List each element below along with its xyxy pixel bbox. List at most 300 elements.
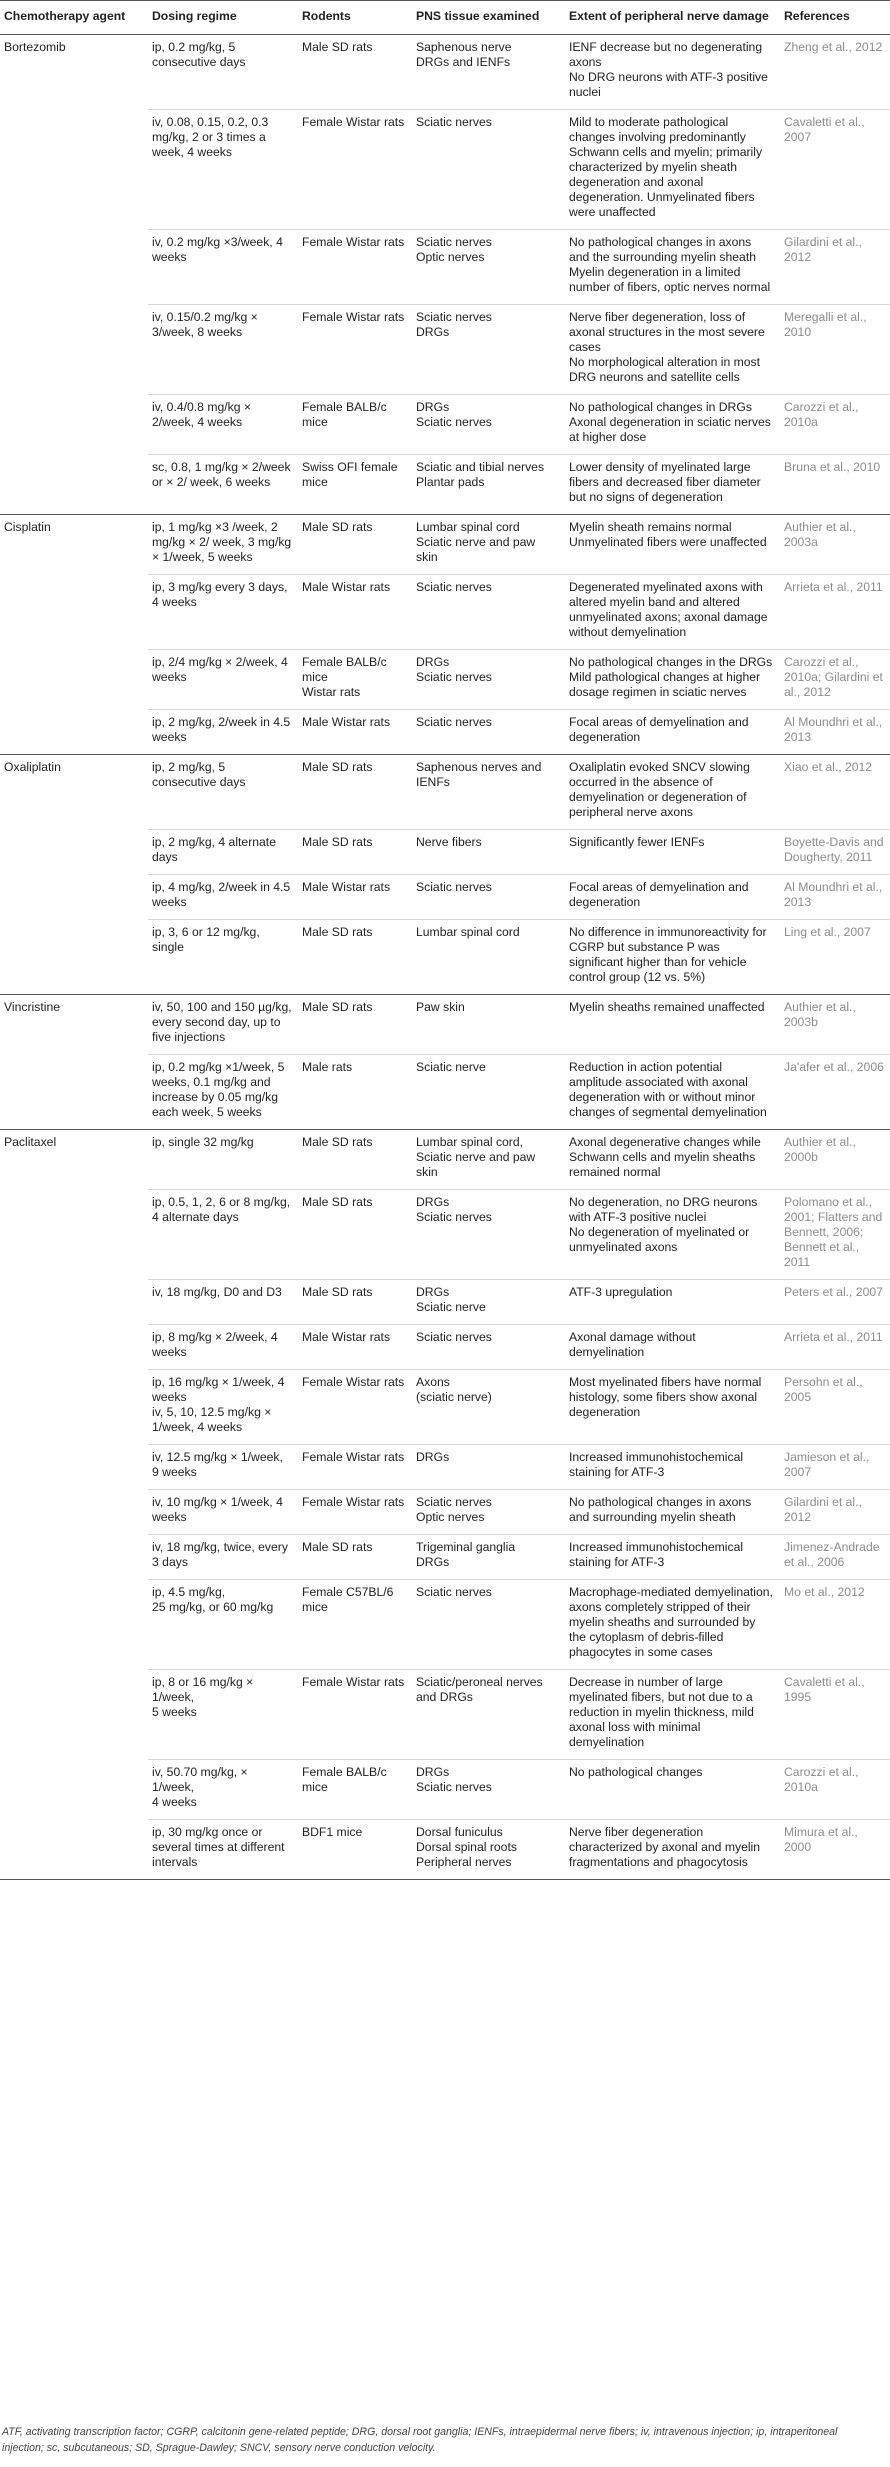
dosing-cell-line: sc, 0.8, 1 mg/kg × 2/week or × 2/ week, 6 weeks <box>152 460 291 489</box>
tissue-cell-line: Sciatic nerves <box>416 1780 492 1794</box>
rodents-cell-line: Male rats <box>302 1060 353 1074</box>
tissue-cell <box>412 1325 565 1370</box>
agent-cell: Paclitaxel <box>0 1130 148 1880</box>
damage-cell <box>565 35 780 110</box>
references-cell-line: Polomano et al., 2001; Flatters and Bennett, 2006; Bennett et al., 2011 <box>784 1195 883 1269</box>
rodents-cell <box>298 1370 412 1445</box>
references-cell-line: Peters et al., 2007 <box>784 1285 883 1299</box>
rodents-cell-line: Male Wistar rats <box>302 1330 391 1344</box>
damage-cell <box>565 575 780 650</box>
tissue-cell-line: Paw skin <box>416 1000 465 1014</box>
damage-cell <box>565 230 780 305</box>
dosing-cell-line: ip, 16 mg/kg × 1/week, 4 weeks <box>152 1375 285 1404</box>
dosing-cell <box>148 875 298 920</box>
references-cell-line: Gilardini et al., 2012 <box>784 235 862 264</box>
rodents-cell <box>298 1325 412 1370</box>
tissue-cell-line: Plantar pads <box>416 475 485 489</box>
header-tissue: PNS tissue examined <box>412 1 565 35</box>
references-cell <box>780 830 890 875</box>
references-cell <box>780 1760 890 1820</box>
references-cell <box>780 710 890 755</box>
rodents-cell <box>298 1130 412 1190</box>
tissue-cell <box>412 995 565 1055</box>
rodents-cell <box>298 1760 412 1820</box>
references-cell <box>780 1130 890 1190</box>
damage-cell-line: Axonal degenerative changes while Schwann cells and myelin sheaths remained normal <box>569 1135 761 1179</box>
tissue-cell <box>412 1370 565 1445</box>
tissue-cell-line: Saphenous nerve <box>416 40 512 54</box>
tissue-cell <box>412 230 565 305</box>
dosing-cell <box>148 755 298 830</box>
tissue-cell-line: Optic nerves <box>416 250 485 264</box>
damage-cell <box>565 755 780 830</box>
references-cell <box>780 650 890 710</box>
damage-cell-line: Myelin sheaths remained unaffected <box>569 1000 765 1014</box>
tissue-cell <box>412 1760 565 1820</box>
damage-cell <box>565 1370 780 1445</box>
agent-cell: Bortezomib <box>0 35 148 515</box>
references-cell <box>780 1670 890 1760</box>
tissue-cell-line: Sciatic nerves <box>416 1330 492 1344</box>
damage-cell <box>565 1325 780 1370</box>
damage-cell <box>565 305 780 395</box>
damage-cell-line: Unmyelinated fibers were unaffected <box>569 535 767 549</box>
rodents-cell-line: Male Wistar rats <box>302 880 391 894</box>
tissue-cell-line: Lumbar spinal cord <box>416 925 520 939</box>
damage-cell <box>565 1445 780 1490</box>
header-dosing: Dosing regime <box>148 1 298 35</box>
damage-cell-line: Reduction in action potential amplitude associated with axonal degeneration with or without minor changes of segmental demyelination <box>569 1060 767 1119</box>
tissue-cell <box>412 1130 565 1190</box>
tissue-cell-line: Sciatic nerve <box>416 1300 486 1314</box>
tissue-cell-line: Sciatic nerve and paw skin <box>416 535 536 564</box>
dosing-cell-line: iv, 0.2 mg/kg ×3/week, 4 weeks <box>152 235 283 264</box>
rodents-cell-line: Swiss OFI female mice <box>302 460 398 489</box>
header-rodents: Rodents <box>298 1 412 35</box>
dosing-cell-line: 25 mg/kg, or 60 mg/kg <box>152 1600 274 1614</box>
damage-cell-line: No pathological changes in DRGs <box>569 400 752 414</box>
rodents-cell-line: Female BALB/c mice <box>302 400 387 429</box>
references-cell <box>780 1535 890 1580</box>
damage-cell <box>565 1190 780 1280</box>
rodents-cell-line: Female BALB/c mice <box>302 1765 387 1794</box>
references-cell-line: Ling et al., 2007 <box>784 925 871 939</box>
damage-cell <box>565 650 780 710</box>
dosing-cell-line: ip, 0.2 mg/kg ×1/week, 5 weeks, 0.1 mg/kg and increase by 0.05 mg/kg each week, 5 weeks <box>152 1060 285 1119</box>
references-cell-line: Persohn et al., 2005 <box>784 1375 863 1404</box>
rodents-cell-line: Male SD rats <box>302 1135 373 1149</box>
dosing-cell <box>148 1490 298 1535</box>
dosing-cell-line: ip, 8 or 16 mg/kg × 1/week, <box>152 1675 254 1704</box>
damage-cell-line: No pathological changes in the DRGs <box>569 655 773 669</box>
references-cell-line: Carozzi et al., 2010a <box>784 400 859 429</box>
rodents-cell <box>298 1535 412 1580</box>
damage-cell-line: ATF-3 upregulation <box>569 1285 673 1299</box>
tissue-cell-line: Sciatic nerves <box>416 235 492 249</box>
references-cell <box>780 395 890 455</box>
rodents-cell <box>298 710 412 755</box>
rodents-cell <box>298 230 412 305</box>
tissue-cell-line: Sciatic/peroneal nerves and DRGs <box>416 1675 543 1704</box>
tissue-cell-line: DRGs <box>416 400 450 414</box>
references-cell <box>780 1820 890 1880</box>
dosing-cell-line: ip, 2/4 mg/kg × 2/week, 4 weeks <box>152 655 288 684</box>
references-cell-line: Boyette-Davis and Dougherty, 2011 <box>784 835 884 864</box>
references-cell <box>780 515 890 575</box>
dosing-cell <box>148 515 298 575</box>
tissue-cell-line: Sciatic nerves <box>416 715 492 729</box>
tissue-cell-line: Optic nerves <box>416 1510 485 1524</box>
header-agent: Chemotherapy agent <box>0 1 148 35</box>
references-cell <box>780 875 890 920</box>
damage-cell-line: Significantly fewer IENFs <box>569 835 705 849</box>
rodents-cell-line: Male SD rats <box>302 1285 373 1299</box>
rodents-cell <box>298 515 412 575</box>
rodents-cell-line: Female Wistar rats <box>302 1450 405 1464</box>
dosing-cell <box>148 1190 298 1280</box>
dosing-cell-line: iv, 50, 100 and 150 µg/kg, every second day, up to five injections <box>152 1000 292 1044</box>
rodents-cell-line: Female BALB/c mice <box>302 655 387 684</box>
rodents-cell <box>298 1280 412 1325</box>
dosing-cell <box>148 920 298 995</box>
tissue-cell-line: Axons <box>416 1375 450 1389</box>
damage-cell-line: No pathological changes in axons and surrounding myelin sheath <box>569 1495 752 1524</box>
table-footnote: ATF, activating transcription factor; CGRP, calcitonin gene-related peptide; DRG, dorsal root ganglia; IENFs, intraepidermal nerve fibers; iv, intravenous injection; ip, intraperitoneal injection; sc, subcutaneous; SD, Sprague-Dawley; SNCV, sensory nerve conduction velocity. <box>2 2426 838 2454</box>
damage-cell-line: No degeneration, no DRG neurons with ATF-3 positive nuclei <box>569 1195 758 1224</box>
dosing-cell-line: ip, 0.2 mg/kg, 5 consecutive days <box>152 40 246 69</box>
references-cell <box>780 110 890 230</box>
damage-cell-line: Increased immunohistochemical staining for ATF-3 <box>569 1450 744 1479</box>
tissue-cell <box>412 35 565 110</box>
rodents-cell <box>298 110 412 230</box>
dosing-cell-line: 9 weeks <box>152 1465 197 1479</box>
references-cell <box>780 1190 890 1280</box>
rodents-cell <box>298 1445 412 1490</box>
damage-cell-line: Decrease in number of large myelinated fibers, but not due to a reduction in myelin thickness, mild axonal loss with minimal demyelination <box>569 1675 754 1749</box>
dosing-cell-line: ip, single 32 mg/kg <box>152 1135 254 1149</box>
tissue-cell-line: DRGs <box>416 1555 450 1569</box>
dosing-cell-line: ip, 2 mg/kg, 4 alternate days <box>152 835 276 864</box>
references-cell-line: Cavaletti et al., 1995 <box>784 1675 865 1704</box>
tissue-cell-line: Sciatic nerves <box>416 880 492 894</box>
damage-cell <box>565 1490 780 1535</box>
rodents-cell-line: Male SD rats <box>302 1540 373 1554</box>
tissue-cell <box>412 920 565 995</box>
dosing-cell <box>148 1820 298 1880</box>
dosing-cell <box>148 1055 298 1130</box>
rodents-cell-line: Female Wistar rats <box>302 235 405 249</box>
dosing-cell-line: iv, 18 mg/kg, twice, every 3 days <box>152 1540 288 1569</box>
dosing-cell <box>148 1580 298 1670</box>
damage-cell-line: Oxaliplatin evoked SNCV slowing occurred in the absence of demyelination or degeneration of peripheral nerve axons <box>569 760 750 819</box>
dosing-cell-line: ip, 0.5, 1, 2, 6 or 8 mg/kg, <box>152 1195 291 1209</box>
rodents-cell-line: Female Wistar rats <box>302 310 405 324</box>
rodents-cell <box>298 35 412 110</box>
dosing-cell <box>148 1760 298 1820</box>
rodents-cell <box>298 650 412 710</box>
tissue-cell <box>412 1490 565 1535</box>
rodents-cell-line: Male SD rats <box>302 925 373 939</box>
damage-cell-line: Lower density of myelinated large fibers and decreased fiber diameter but no signs of degeneration <box>569 460 761 504</box>
dosing-cell-line: ip, 8 mg/kg × 2/week, 4 weeks <box>152 1330 278 1359</box>
rodents-cell-line: Male SD rats <box>302 835 373 849</box>
rodents-cell <box>298 755 412 830</box>
damage-cell-line: Nerve fiber degeneration, loss of axonal structures in the most severe cases <box>569 310 765 354</box>
damage-cell <box>565 1055 780 1130</box>
dosing-cell-line: iv, 0.08, 0.15, 0.2, 0.3 mg/kg, 2 or 3 times a week, 4 weeks <box>152 115 269 159</box>
rodents-cell-line: Female Wistar rats <box>302 1375 405 1389</box>
references-cell-line: Authier et al., 2003a <box>784 520 856 549</box>
dosing-cell-line: ip, 4 mg/kg, 2/week in 4.5 weeks <box>152 880 291 909</box>
tissue-cell <box>412 1820 565 1880</box>
dosing-cell-line: ip, 3 mg/kg every 3 days, 4 weeks <box>152 580 288 609</box>
references-cell-line: Authier et al., 2000b <box>784 1135 856 1164</box>
dosing-cell-line: ip, 30 mg/kg once or several times at different intervals <box>152 1825 285 1869</box>
rodents-cell-line: Female Wistar rats <box>302 1495 405 1509</box>
tissue-cell-line: (sciatic nerve) <box>416 1390 492 1404</box>
references-cell <box>780 1445 890 1490</box>
damage-cell <box>565 455 780 515</box>
tissue-cell <box>412 395 565 455</box>
tissue-cell-line: Nerve fibers <box>416 835 482 849</box>
rodents-cell <box>298 995 412 1055</box>
damage-cell-line: Myelin sheath remains normal <box>569 520 732 534</box>
dosing-cell <box>148 455 298 515</box>
damage-cell-line: No pathological changes <box>569 1765 703 1779</box>
references-cell-line: Bruna et al., 2010 <box>784 460 881 474</box>
damage-cell-line: Mild to moderate pathological changes involving predominantly Schwann cells and myelin; primarily characterized by myelin sheath degeneration and axonal degeneration. Unmyelinated fibers were unaffected <box>569 115 763 219</box>
references-cell <box>780 455 890 515</box>
tissue-cell <box>412 875 565 920</box>
damage-cell <box>565 1820 780 1880</box>
dosing-cell-line: iv, 18 mg/kg, D0 and D3 <box>152 1285 282 1299</box>
references-cell-line: Ja'afer et al., 2006 <box>784 1060 884 1074</box>
tissue-cell <box>412 515 565 575</box>
damage-cell-line: Myelin degeneration in a limited number of fibers, optic nerves normal <box>569 265 771 294</box>
dosing-cell <box>148 1280 298 1325</box>
table-row <box>0 35 890 110</box>
tissue-cell-line: Sciatic nerves <box>416 1495 492 1509</box>
tissue-cell-line: Trigeminal ganglia <box>416 1540 516 1554</box>
rodents-cell <box>298 305 412 395</box>
references-cell-line: Xiao et al., 2012 <box>784 760 873 774</box>
tissue-cell-line: Sciatic nerves <box>416 115 492 129</box>
agent-cell: Oxaliplatin <box>0 755 148 995</box>
tissue-cell <box>412 1280 565 1325</box>
tissue-cell <box>412 305 565 395</box>
rodents-cell-line: Male SD rats <box>302 520 373 534</box>
damage-cell <box>565 995 780 1055</box>
damage-cell-line: Axonal damage without demyelination <box>569 1330 696 1359</box>
damage-cell <box>565 1580 780 1670</box>
dosing-cell-line: ip, 2 mg/kg, 2/week in 4.5 weeks <box>152 715 291 744</box>
tissue-cell <box>412 650 565 710</box>
references-cell <box>780 1370 890 1445</box>
damage-cell <box>565 920 780 995</box>
damage-cell-line: Focal areas of demyelination and degeneration <box>569 880 749 909</box>
tissue-cell-line: DRGs <box>416 1285 450 1299</box>
damage-cell-line: Degenerated myelinated axons with altered myelin band and altered unmyelinated axons; axonal damage without demyelination <box>569 580 768 639</box>
references-cell-line: Carozzi et al., 2010a; Gilardini et al., 2012 <box>784 655 883 699</box>
tissue-cell <box>412 1670 565 1760</box>
references-cell-line: Meregalli et al., 2010 <box>784 310 867 339</box>
tissue-cell-line: Peripheral nerves <box>416 1855 512 1869</box>
dosing-cell-line: iv, 10 mg/kg × 1/week, 4 weeks <box>152 1495 283 1524</box>
tissue-cell <box>412 1055 565 1130</box>
dosing-cell <box>148 230 298 305</box>
dosing-cell-line: iv, 50.70 mg/kg, × 1/week, <box>152 1765 248 1794</box>
tissue-cell-line: Sciatic nerves <box>416 670 492 684</box>
tissue-cell <box>412 755 565 830</box>
rodents-cell-line: Wistar rats <box>302 685 361 699</box>
damage-cell <box>565 710 780 755</box>
references-cell <box>780 305 890 395</box>
dosing-cell-line: ip, 4.5 mg/kg, <box>152 1585 226 1599</box>
dosing-cell <box>148 575 298 650</box>
damage-cell <box>565 1670 780 1760</box>
tissue-cell <box>412 1580 565 1670</box>
damage-cell <box>565 830 780 875</box>
references-cell-line: Al Moundhri et al., 2013 <box>784 880 883 909</box>
dosing-cell <box>148 395 298 455</box>
references-cell <box>780 920 890 995</box>
damage-cell <box>565 395 780 455</box>
damage-cell-line: No difference in immunoreactivity for CGRP but substance P was significant higher than for vehicle control group (12 vs. 5%) <box>569 925 767 984</box>
table-row <box>0 515 890 575</box>
tissue-cell <box>412 710 565 755</box>
tissue-cell-line: DRGs <box>416 1195 450 1209</box>
tissue-cell-line: Dorsal spinal roots <box>416 1840 517 1854</box>
rodents-cell <box>298 1190 412 1280</box>
header-references: References <box>780 1 890 35</box>
references-cell <box>780 1325 890 1370</box>
tissue-cell <box>412 830 565 875</box>
rodents-cell <box>298 575 412 650</box>
dosing-cell-line: ip, 3, 6 or 12 mg/kg, single <box>152 925 260 954</box>
references-cell <box>780 1280 890 1325</box>
dosing-cell-line: 4 alternate days <box>152 1210 239 1224</box>
dosing-cell-line: ip, 1 mg/kg ×3 /week, 2 mg/kg × 2/ week, 3 mg/kg × 1/week, 5 weeks <box>152 520 292 564</box>
agent-cell: Cisplatin <box>0 515 148 755</box>
damage-cell-line: Mild pathological changes at higher dosage regimen in sciatic nerves <box>569 670 761 699</box>
header-row <box>0 1 890 35</box>
dosing-cell <box>148 1445 298 1490</box>
references-cell <box>780 1055 890 1130</box>
dosing-cell <box>148 1325 298 1370</box>
rodents-cell-line: Male SD rats <box>302 1195 373 1209</box>
damage-cell-line: No DRG neurons with ATF-3 positive nuclei <box>569 70 768 99</box>
damage-cell-line: No degeneration of myelinated or unmyelinated axons <box>569 1225 750 1254</box>
references-cell-line: Mimura et al., 2000 <box>784 1825 858 1854</box>
rodents-cell-line: Female C57BL/6 mice <box>302 1585 394 1614</box>
dosing-cell <box>148 830 298 875</box>
tissue-cell <box>412 1445 565 1490</box>
dosing-cell <box>148 305 298 395</box>
tissue-cell-line: Sciatic nerves <box>416 580 492 594</box>
rodents-cell-line: Female Wistar rats <box>302 115 405 129</box>
references-cell-line: Jimenez-Andrade et al., 2006 <box>784 1540 880 1569</box>
damage-cell-line: Macrophage-mediated demyelination, axons completely stripped of their myelin sheaths and surrounded by the cytoplasm of debris-filled phagocytes in some cases <box>569 1585 773 1659</box>
rodents-cell <box>298 1820 412 1880</box>
references-cell <box>780 35 890 110</box>
tissue-cell <box>412 110 565 230</box>
dosing-cell <box>148 35 298 110</box>
tissue-cell-line: Sciatic nerves <box>416 1210 492 1224</box>
tissue-cell-line: DRGs <box>416 1450 450 1464</box>
references-cell <box>780 575 890 650</box>
tissue-cell-line: Sciatic nerves <box>416 1585 492 1599</box>
rodents-cell <box>298 1055 412 1130</box>
damage-cell <box>565 110 780 230</box>
damage-cell-line: Increased immunohistochemical staining for ATF-3 <box>569 1540 744 1569</box>
references-cell-line: Zheng et al., 2012 <box>784 40 883 54</box>
table-row <box>0 1130 890 1190</box>
tissue-cell <box>412 1190 565 1280</box>
dosing-cell <box>148 650 298 710</box>
damage-cell-line: Axonal degeneration in sciatic nerves at higher dose <box>569 415 771 444</box>
references-cell-line: Cavaletti et al., 2007 <box>784 115 865 144</box>
rodents-cell <box>298 455 412 515</box>
tissue-cell-line: Sciatic nerve <box>416 1060 486 1074</box>
table-row <box>0 755 890 830</box>
references-cell-line: Mo et al., 2012 <box>784 1585 865 1599</box>
tissue-cell-line: DRGs <box>416 655 450 669</box>
rodents-cell-line: Male Wistar rats <box>302 580 391 594</box>
rodents-cell <box>298 920 412 995</box>
tissue-cell-line: Sciatic nerves <box>416 310 492 324</box>
dosing-cell <box>148 1670 298 1760</box>
damage-cell-line: Nerve fiber degeneration characterized by axonal and myelin fragmentations and phagocytosis <box>569 1825 761 1869</box>
rodents-cell <box>298 830 412 875</box>
damage-cell-line: IENF decrease but no degenerating axons <box>569 40 763 69</box>
references-cell <box>780 755 890 830</box>
dosing-cell-line: iv, 0.4/0.8 mg/kg × 2/week, 4 weeks <box>152 400 252 429</box>
references-cell-line: Carozzi et al., 2010a <box>784 1765 859 1794</box>
rodents-cell-line: Male Wistar rats <box>302 715 391 729</box>
damage-cell <box>565 1535 780 1580</box>
references-cell-line: Arrieta et al., 2011 <box>784 580 883 594</box>
tissue-cell <box>412 575 565 650</box>
damage-cell-line: Focal areas of demyelination and degeneration <box>569 715 749 744</box>
rodents-cell <box>298 875 412 920</box>
rodents-cell-line: Male SD rats <box>302 40 373 54</box>
tissue-cell-line: DRGs and IENFs <box>416 55 511 69</box>
damage-cell <box>565 875 780 920</box>
tissue-cell-line: DRGs <box>416 325 450 339</box>
tissue-cell-line: Lumbar spinal cord, Sciatic nerve and paw skin <box>416 1135 536 1179</box>
dosing-cell-line: iv, 5, 10, 12.5 mg/kg × 1/week, 4 weeks <box>152 1405 272 1434</box>
references-cell <box>780 1490 890 1535</box>
damage-cell <box>565 1280 780 1325</box>
rodents-cell-line: Female Wistar rats <box>302 1675 405 1689</box>
references-cell <box>780 230 890 305</box>
dosing-cell-line: iv, 12.5 mg/kg × 1/week, <box>152 1450 283 1464</box>
rodents-cell-line: BDF1 mice <box>302 1825 363 1839</box>
rodents-cell <box>298 1580 412 1670</box>
references-cell-line: Arrieta et al., 2011 <box>784 1330 883 1344</box>
references-cell-line: Jamieson et al., 2007 <box>784 1450 870 1479</box>
tissue-cell-line: Saphenous nerves and IENFs <box>416 760 542 789</box>
dosing-cell-line: iv, 0.15/0.2 mg/kg × 3/week, 8 weeks <box>152 310 258 339</box>
references-cell-line: Gilardini et al., 2012 <box>784 1495 862 1524</box>
dosing-cell <box>148 1370 298 1445</box>
damage-cell <box>565 1760 780 1820</box>
tissue-cell-line: Sciatic nerves <box>416 415 492 429</box>
dosing-cell <box>148 110 298 230</box>
header-damage: Extent of peripheral nerve damage <box>565 1 780 35</box>
references-cell-line: Authier et al., 2003b <box>784 1000 856 1029</box>
dosing-cell <box>148 710 298 755</box>
